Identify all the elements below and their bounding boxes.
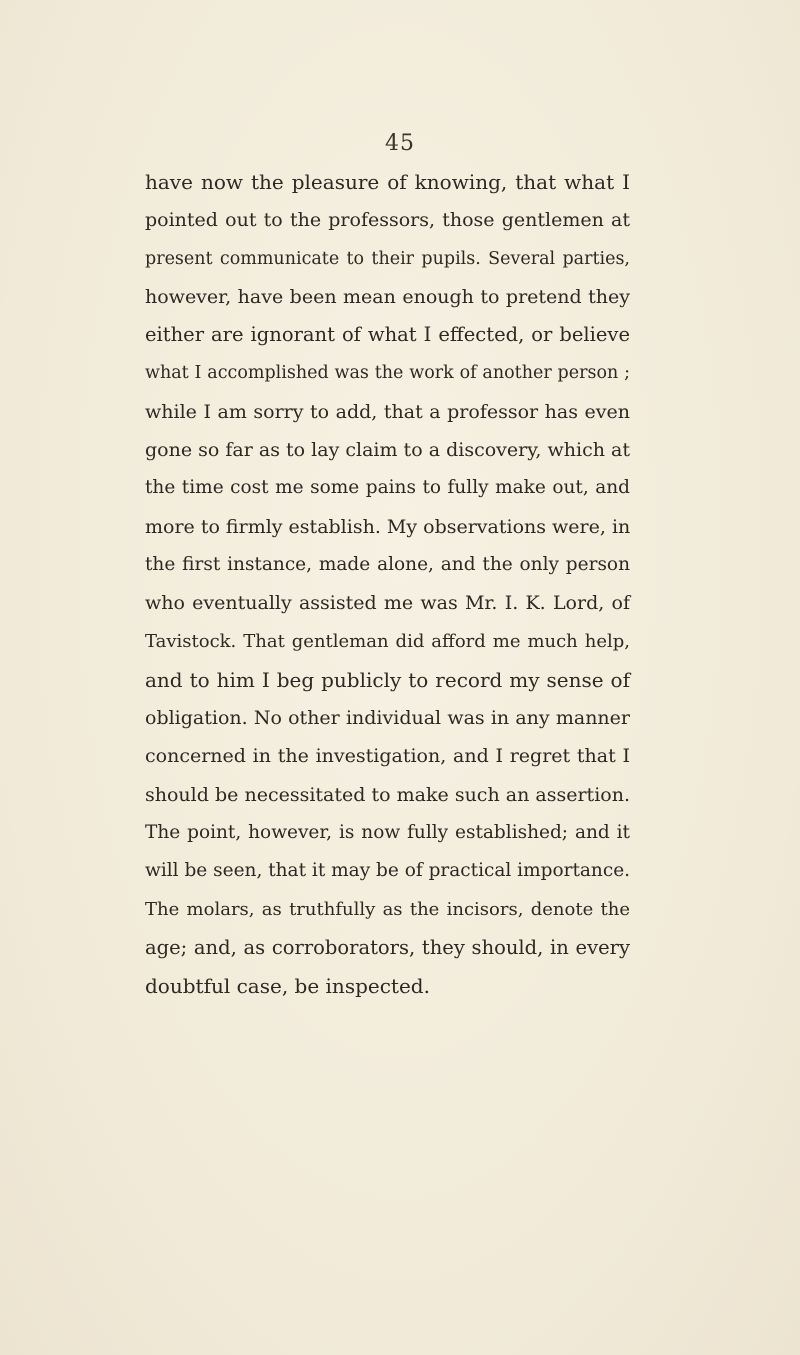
text-line: pointed out to the professors, those gentlemen at <box>145 209 630 232</box>
text-line: obligation. No other individual was in any manner <box>145 707 630 730</box>
text-line: and to him I beg publicly to record my sense of <box>145 667 630 692</box>
text-line: The molars, as truthfully as the incisors, denote the <box>145 898 630 920</box>
text-line: concerned in the investigation, and I regret that I <box>145 745 630 768</box>
text-line: should be necessitated to make such an assertion. <box>145 783 630 806</box>
text-line: Tavistock. That gentleman did afford me much help, <box>145 630 630 652</box>
text-line: either are ignorant of what I effected, or believe <box>145 323 630 347</box>
text-line: more to firmly establish. My observations were, in <box>145 515 631 538</box>
text-line: who eventually assisted me was Mr. I. K. Lord, of <box>145 592 630 615</box>
text-line: the first instance, made alone, and the only person <box>145 553 630 575</box>
text-line: have now the pleasure of knowing, that what I <box>145 170 630 194</box>
text-line-last: doubtful case, be inspected. <box>145 974 430 999</box>
text-line: The point, however, is now fully established; and it <box>145 822 630 844</box>
text-line: gone so far as to lay claim to a discovery, which at <box>145 439 630 462</box>
text-line: however, have been mean enough to pretend they <box>145 285 630 308</box>
text-line: what I accomplished was the work of another person ; <box>145 363 630 384</box>
text-line: will be seen, that it may be of practical importance. <box>145 860 631 882</box>
page-number: 45 <box>385 131 415 156</box>
text-line: the time cost me some pains to fully make out, and <box>145 477 630 499</box>
text-line: present communicate to their pupils. Several parties, <box>145 248 630 269</box>
body-paragraph <box>145 163 630 1006</box>
text-line: age; and, as corroborators, they should, in every <box>145 935 630 959</box>
text-line: while I am sorry to add, that a professor has even <box>145 400 630 423</box>
